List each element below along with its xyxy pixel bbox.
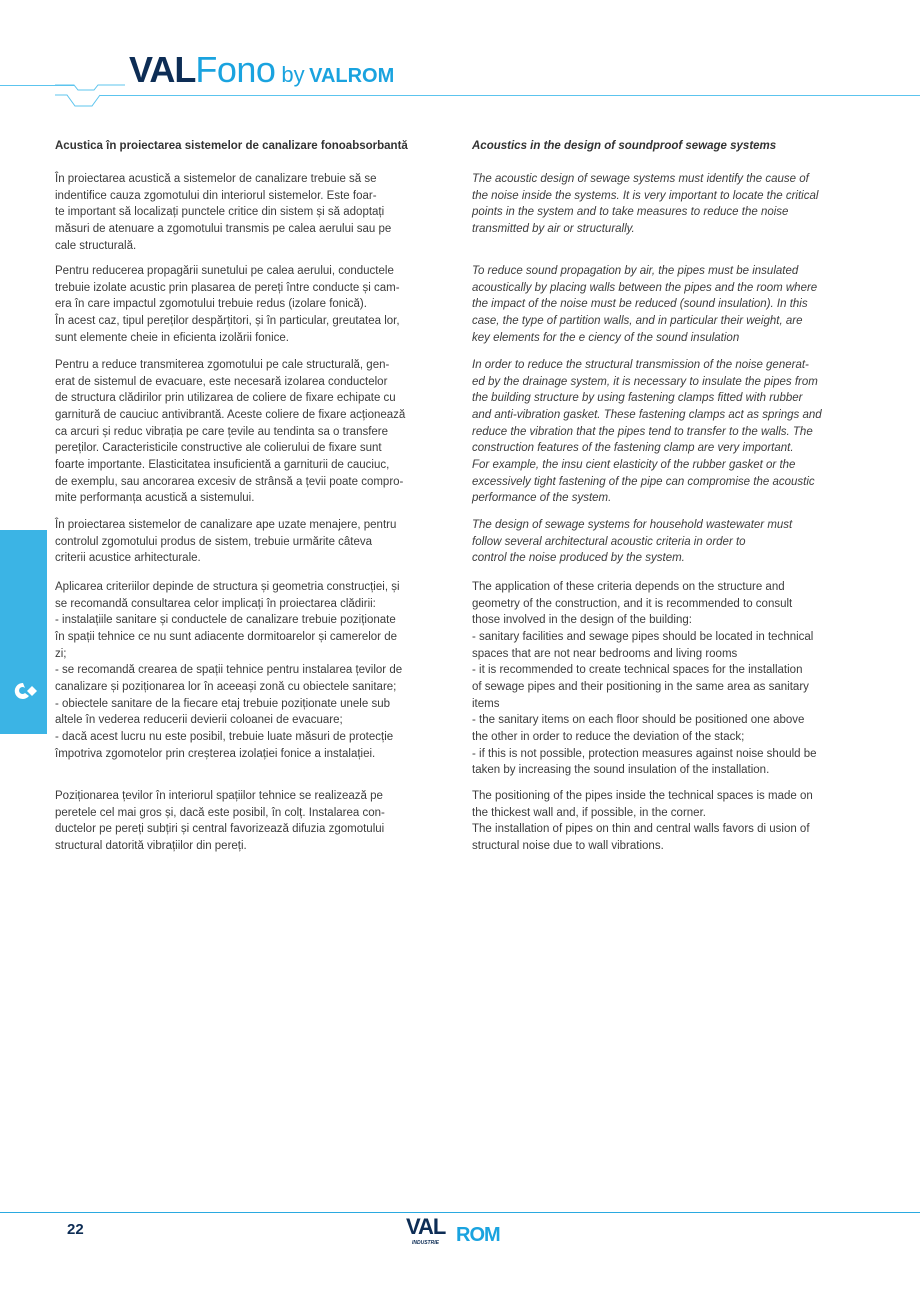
text-line: structural noise due to wall vibrations. bbox=[472, 839, 664, 852]
text-line: items bbox=[472, 697, 500, 710]
valfono-logo bbox=[129, 49, 395, 90]
logo-val-text: VAL bbox=[406, 1214, 446, 1239]
text-line: - if this is not possible, protection measures against noise should be bbox=[472, 747, 817, 760]
text-line: pereților. Caracteristicile constructive ale colierului de fixare sunt bbox=[55, 442, 382, 455]
section-heading: Acustica în proiectarea sistemelor de canalizare fonoabsorbantă bbox=[55, 140, 408, 152]
text-line: Pentru reducerea propagării sunetului pe calea aerului, conductele bbox=[55, 265, 394, 277]
text-line: In order to reduce the structural transmission of the noise generat- bbox=[472, 359, 809, 371]
text-line: the impact of the noise must be reduced (sound insulation). In this bbox=[472, 298, 808, 311]
paragraph bbox=[55, 171, 391, 254]
text-line: în spații tehnice ce nu sunt adiacente dormitoarelor și camerelor de bbox=[55, 630, 397, 643]
paragraph bbox=[472, 579, 817, 779]
text-line: - se recomandă crearea de spații tehnice pentru instalarea țevilor de bbox=[55, 664, 403, 677]
text-line: criterii acustice arhitecturale. bbox=[55, 552, 201, 565]
text-line: geometry of the construction, and it is recommended to consult bbox=[472, 597, 793, 610]
text-line: The positioning of the pipes inside the technical spaces is made on bbox=[472, 790, 813, 802]
text-line: key elements for the e ciency of the sound insulation bbox=[472, 331, 740, 344]
text-line: erat de sistemul de evacuare, este necesară izolarea conductelor bbox=[55, 375, 388, 388]
section-heading: Acoustics in the design of soundproof sewage systems bbox=[472, 140, 777, 152]
paragraph bbox=[472, 171, 818, 238]
text-line: the building structure by using fastening clamps fitted with rubber bbox=[472, 392, 803, 405]
paragraph bbox=[472, 517, 792, 567]
text-line: For example, the insu cient elasticity of the rubber gasket or the bbox=[472, 458, 796, 471]
text-line: indentifice cauza zgomotului din interiorul sistemelor. Este foar- bbox=[55, 189, 377, 202]
logo-valrom: VALROM bbox=[309, 65, 395, 87]
text-line: case, the type of partition walls, and in particular their weight, are bbox=[472, 314, 803, 327]
text-line: taken by increasing the sound insulation of the installation. bbox=[472, 764, 770, 777]
paragraph bbox=[55, 357, 405, 507]
text-line: Aplicarea criteriilor depinde de structura și geometria construcției, și bbox=[55, 581, 400, 593]
text-line: points in the system and to take measures to reduce the noise bbox=[472, 206, 789, 219]
text-line: ca arcuri și reduc vibrația pe care țevile au tendinta sa o transfere bbox=[55, 425, 389, 438]
text-line: - instalațiile sanitare și conductele de canalizare trebuie poziționate bbox=[55, 614, 396, 627]
text-line: foarte importante. Elasticitatea insuficientă a garniturii de cauciuc, bbox=[55, 458, 390, 471]
logo-rom-text: ROM bbox=[456, 1224, 500, 1246]
text-line: The acoustic design of sewage systems must identify the cause of bbox=[472, 173, 809, 185]
text-line: To reduce sound propagation by air, the pipes must be insulated bbox=[472, 265, 799, 277]
paragraph bbox=[55, 788, 385, 855]
paragraph bbox=[472, 357, 822, 507]
text-line: Pentru a reduce transmiterea zgomotului pe cale structurală, gen- bbox=[55, 359, 390, 371]
text-line: follow several architectural acoustic criteria in order to bbox=[472, 535, 746, 548]
text-line: cale structurală. bbox=[55, 239, 137, 252]
text-line: spaces that are not near bedrooms and living rooms bbox=[472, 647, 738, 660]
logo-val: VAL bbox=[129, 49, 196, 90]
header-notch-lines bbox=[55, 84, 125, 108]
text-line: de structura clădirilor prin utilizarea de coliere de fixare echipate cu bbox=[55, 392, 396, 405]
sewage-pipe-icon bbox=[13, 681, 37, 701]
section-tab-sewage bbox=[0, 530, 47, 1197]
text-line: of sewage pipes and their positioning in the same area as sanitary bbox=[472, 680, 809, 693]
paragraph bbox=[55, 517, 396, 567]
valrom-industrie-logo bbox=[406, 1216, 516, 1248]
section-tab-label bbox=[24, 1098, 36, 1197]
text-line: În proiectarea acustică a sistemelor de canalizare trebuie să se bbox=[55, 173, 377, 185]
text-line: zi; bbox=[55, 647, 67, 660]
text-line: the thickest wall and, if possible, in the corner. bbox=[472, 806, 706, 819]
text-line: de exemplu, sau ancorarea excesiv de strânsă a țevii poate compro- bbox=[55, 475, 404, 488]
text-line: peretele cel mai gros și, dacă este posibil, în colț. Instalarea con- bbox=[55, 806, 385, 819]
text-line: canalizare și poziționarea lor în aceeași zonă cu obiectele sanitare; bbox=[55, 680, 397, 693]
text-line: te important să localizați punctele critice din sistem și să adoptați bbox=[55, 206, 385, 219]
text-line: performance of the system. bbox=[472, 492, 612, 505]
text-line: Poziționarea țevilor în interiorul spațiilor tehnice se realizează pe bbox=[55, 790, 383, 802]
text-line: mite performanța acustică a sistemului. bbox=[55, 492, 255, 505]
text-line: - the sanitary items on each floor should be positioned one above bbox=[472, 714, 805, 727]
paragraph bbox=[55, 579, 402, 762]
text-line: împotriva zgomotelor prin creșterea izolației fonice a instalației. bbox=[55, 747, 376, 760]
text-line: sunt elemente cheie in eficienta izolării fonice. bbox=[55, 331, 289, 344]
text-line: excessively tight fastening of the pipe can compromise the acoustic bbox=[472, 475, 815, 488]
text-line: and anti-vibration gasket. These fastening clamps act as springs and bbox=[472, 408, 822, 421]
text-line: trebuie izolate acustic prin plasarea de pereți între conducte și cam- bbox=[55, 281, 400, 294]
text-line: acoustically by placing walls between the pipes and the room where bbox=[472, 281, 818, 294]
text-line: altele în vederea reducerii devierii coloanei de evacuare; bbox=[55, 714, 343, 727]
text-line: - it is recommended to create technical spaces for the installation bbox=[472, 664, 803, 677]
paragraph bbox=[55, 263, 400, 346]
text-line: - dacă acest lucru nu este posibil, trebuie luate măsuri de protecție bbox=[55, 730, 394, 743]
tab-label-en: Sewage bbox=[24, 1097, 36, 1136]
text-line: those involved in the design of the building: bbox=[472, 614, 692, 627]
tab-label-sep: / bbox=[24, 1135, 36, 1145]
text-line: În proiectarea sistemelor de canalizare ape uzate menajere, pentru bbox=[55, 519, 397, 531]
logo-by: by bbox=[281, 62, 305, 87]
text-line: The application of these criteria depends on the structure and bbox=[472, 581, 785, 593]
text-line: măsuri de atenuare a zgomotului transmis pe calea aerului sau pe bbox=[55, 222, 392, 235]
text-line: transmitted by air or structurally. bbox=[472, 222, 635, 235]
text-line: ed by the drainage system, it is necessary to insulate the pipes from bbox=[472, 375, 818, 388]
text-line: construction features of the fastening clamp are very important. bbox=[472, 442, 794, 455]
footer-divider bbox=[0, 1212, 920, 1213]
text-line: the other in order to reduce the deviation of the stack; bbox=[472, 730, 745, 743]
text-line: The design of sewage systems for household wastewater must bbox=[472, 519, 793, 531]
text-line: reduce the vibration that the pipes tend to transfer to the walls. The bbox=[472, 425, 813, 438]
text-line: se recomandă consultarea celor implicați în proiectarea clădirii: bbox=[55, 597, 376, 610]
text-line: control the noise produced by the system. bbox=[472, 552, 685, 565]
text-line: În acest caz, tipul pereților despărțitori, și în particular, greutatea lor, bbox=[55, 314, 400, 327]
paragraph bbox=[472, 263, 817, 346]
page-number: 22 bbox=[67, 1221, 84, 1238]
text-line: - sanitary facilities and sewage pipes should be located in technical bbox=[472, 630, 814, 643]
logo-fono: Fono bbox=[195, 49, 276, 90]
text-line: ductelor pe pereți subțiri și central favorizează difuzia zgomotului bbox=[55, 823, 385, 836]
tab-label-ro: Canalizare bbox=[24, 1144, 36, 1197]
text-line: controlul zgomotului produs de sistem, trebuie urmărite câteva bbox=[55, 535, 373, 548]
logo-industrie-text: INDUSTRIE bbox=[412, 1240, 439, 1246]
text-line: - obiectele sanitare de la fiecare etaj trebuie poziționate unele sub bbox=[55, 697, 390, 710]
paragraph bbox=[472, 788, 813, 855]
text-line: era în care impactul zgomotului trebuie redus (izolare fonică). bbox=[55, 298, 367, 311]
text-line: the noise inside the systems. It is very important to locate the critical bbox=[472, 189, 819, 202]
text-line: structural datorită vibrațiilor din pereți. bbox=[55, 839, 247, 852]
text-line: The installation of pipes on thin and central walls favors di usion of bbox=[472, 823, 810, 836]
text-line: garnitură de cauciuc antivibrantă. Aceste coliere de fixare acționează bbox=[55, 408, 406, 421]
